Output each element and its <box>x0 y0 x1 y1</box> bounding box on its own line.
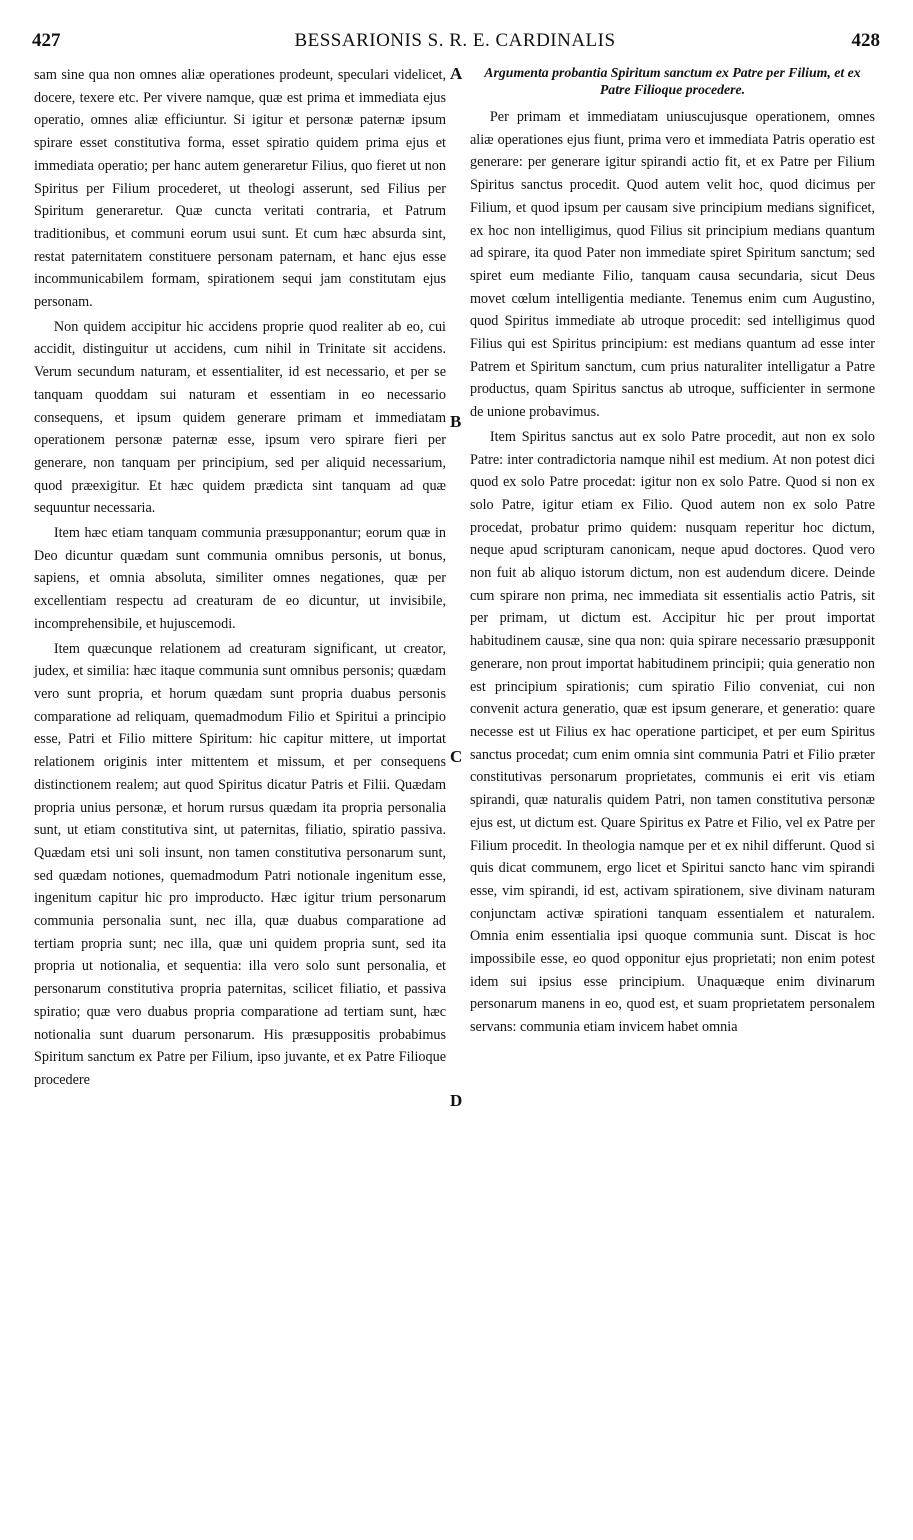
margin-marker-d: D <box>450 1091 463 1110</box>
paragraph: Item hæc etiam tanquam communia præsupponantur; eorum quæ in Deo dicuntur quædam sunt communia omnibus personis, ut bonus, sapiens, et omnia absoluta, similiter omnes negationes, quæ per excellentiam respectu ad creaturam de eo dicuntur, ut invisibile, incomprehensibile, et hujuscemodi. <box>34 525 446 632</box>
right-column <box>470 64 875 1041</box>
paragraph: Item Spiritus sanctus aut ex solo Patre procedit, aut non ex solo Patre: inter contradictoria namque nihil est medium. At non potest dici quod ex solo Patre procedat: igitur non ex solo Patre. Quod si non ex solo Patre, igitur etiam ex Filio. Quod autem non ex solo Patre procedat, probatur primo quidem: nusquam reperitur hoc dictum, neque apud scripturam canonicam, neque apud doctores. Quod vero non fuit ab aliquo istorum dictum, non est audendum dicere. Deinde cum spirare non prima, nec immediata sit essentialis actio Patris, sit per primam, ut dictum est. Accipitur hic per prout importat habitudinem causæ, sine qua non: quia spirare necessario præsupponit generare, non prout importat habitudinem principii; quia generatio non est principium spirationis; cum spiratio Filio conveniat, cui non convenit actura generatio, quæ est ipsum generare, et generatio: quare necesse est ut Filius ex hac operatione participet, et per eum Spiritus sanctus procedat; cum enim omnia sint communia Patri et Filio præter constitutivas personarum proprietates, communis ei erit vis etiam spirandi, quæ naturalis quidem Patri, non tamen constitutiva personæ ejus est, ut dictum est. Quare Spiritus ex Patre et Filio, vel ex Patre per Filium procedit. In theologia namque per et ex nihil differunt. Quod si quis dicat communem, ergo licet et Spiritui sancto hanc vim spirandi esse, vim spirandi, id est, activam spirationem, sive divinam naturam conjunctam activæ spirationi tanquam essentialem et naturalem. Omnia enim essentialia ipsi quoque communia sunt. Discat is hoc impossibile esse, eo quod opponitur ejus proprietati; non enim potest idem sui ipsius esse principium. Unaquæque enim divinarum personarum manens in eo, quod est, et suam proprietatem personalem servans: communia etiam invicem habet omnia <box>470 428 875 1036</box>
margin-marker-c: C <box>450 747 463 766</box>
paragraph: sam sine qua non omnes aliæ operationes prodeunt, speculari videlicet, docere, texere etc. Per vivere namque, quæ est prima et immediata ejus operatio, omnes aliæ efficiuntur. Si igitur et personæ paternæ ipsum spirare esset constitutiva forma, esset spiratio quidem prima ejus et immediata operatio; per hanc autem generaretur Filius, quo fieret ut non Spiritus per Filium procederet, ut theologi asserunt, sed Filius per Spiritum generaretur. Quæ cuncta veritati contraria, et Patrum traditionibus, et communi eorum usui sunt. Et cum hæc absurda sint, restat paternitatem constituere personam paternam, et hanc ejus esse incommunicabilem formam, spirationem sequi jam constitutam ejus personam. <box>34 67 446 311</box>
running-head: BESSARIONIS S. R. E. CARDINALIS <box>294 30 616 51</box>
left-column <box>34 64 446 1094</box>
section-heading: Argumenta probantia Spiritum sanctum ex Patre per Filium, et ex Patre Filioque procedere. <box>484 65 861 97</box>
margin-marker-a: A <box>450 64 463 83</box>
paragraph: Non quidem accipitur hic accidens proprie quod realiter ab eo, cui accidit, distinguitur ut accidens, cum nihil in Trinitate sit accidens. Verum secundum naturam, et essentialiter, id est necessario, et per se tanquam quoddam sui naturam et essentiam in eo necessario consequens, et ipsum quidem generare primam et immediatam operationem personæ paternæ esse, ipsum vero spirare fieri per generare, non tanquam per principium, sed per aliquid necessarium, quod præexigitur. Et hæc quidem prædicta sint tanquam ad quæ sequuntur necessaria. <box>34 318 446 517</box>
paragraph: Per primam et immediatam uniuscujusque operationem, omnes aliæ operationes ejus fiunt, prima vero et immediata Patris operatio est generare: per generare igitur spirandi actio fit, et ex Patre per Filium Spiritus sanctus procedit. Quod autem velit hoc, quod dicimus per Filium, et quod ipsum per causam sive principium medians significet, ex hoc non intelligimus, quod Filius sit principium medians quantum ad spirare, ita quod Pater non immediate spiret Spiritum sanctum; sed spiret eum mediante Filio, tanquam causa secundaria, sicut Deus movet cœlum intelligentia mediante. Tenemus enim cum Augustino, quod Spiritus immediate ab utroque procedit: sed intelligimus quod Filius qui est Spiritus principium: est medians quantum ad esse inter Patrem et Spiritum sanctum, cum prius naturaliter intelligatur a Patre productus, quam Spiritus sanctus ab utroque, sufficienter in sermone de unione probavimus. <box>470 109 875 421</box>
margin-marker-b: B <box>450 412 462 431</box>
left-page-number: 427 <box>32 30 61 51</box>
paragraph: Item quæcunque relationem ad creaturam significant, ut creator, judex, et similia: hæc itaque communia sunt omnibus personis; quædam vero sunt propria, et horum quædam sunt propria duabus personis comparatione ad reliquam, quemadmodum Filio et Spiritui a principio esse, Patri et Filio mittere Spiritum: hic capitur mittere, ut importat relationem originis inter mittentem et missum, et per consequens distinctionem realem; aut quod Spiritus dicatur Patris et Filii. Quædam propria unius personæ, et horum rursus quædam ita propria personalia sunt, ut etiam constitutiva sint, ut paternitas, filiatio, spiratio passiva. Quædam etsi uni soli insunt, non tamen constitutiva personarum sunt, sed quædam notiones, quemadmodum Patri notionale ingenitum esse, ingenitum capitur hic pro improducto. Hæc igitur trium personarum communia personalia sunt, nec illa, quæ duabus comparatione ad tertiam propria sunt; nec illa, quæ uni quidem propria sunt, sed ita propria ut notionalia, et sequentia: illa vero solo sunt personalia, et personarum constitutiva propria paternitas, scilicet filiatio, et passiva spiratio; quæ vero duabus propria comparatione ad tertiam sunt, hæc notionalia sunt duarum personarum. His præsuppositis probabimus Spiritum sanctum ex Patre per Filium, ipso juvante, et ex Patre Filioque procedere <box>34 640 446 1088</box>
right-page-number: 428 <box>851 30 880 51</box>
page-header <box>30 30 880 66</box>
